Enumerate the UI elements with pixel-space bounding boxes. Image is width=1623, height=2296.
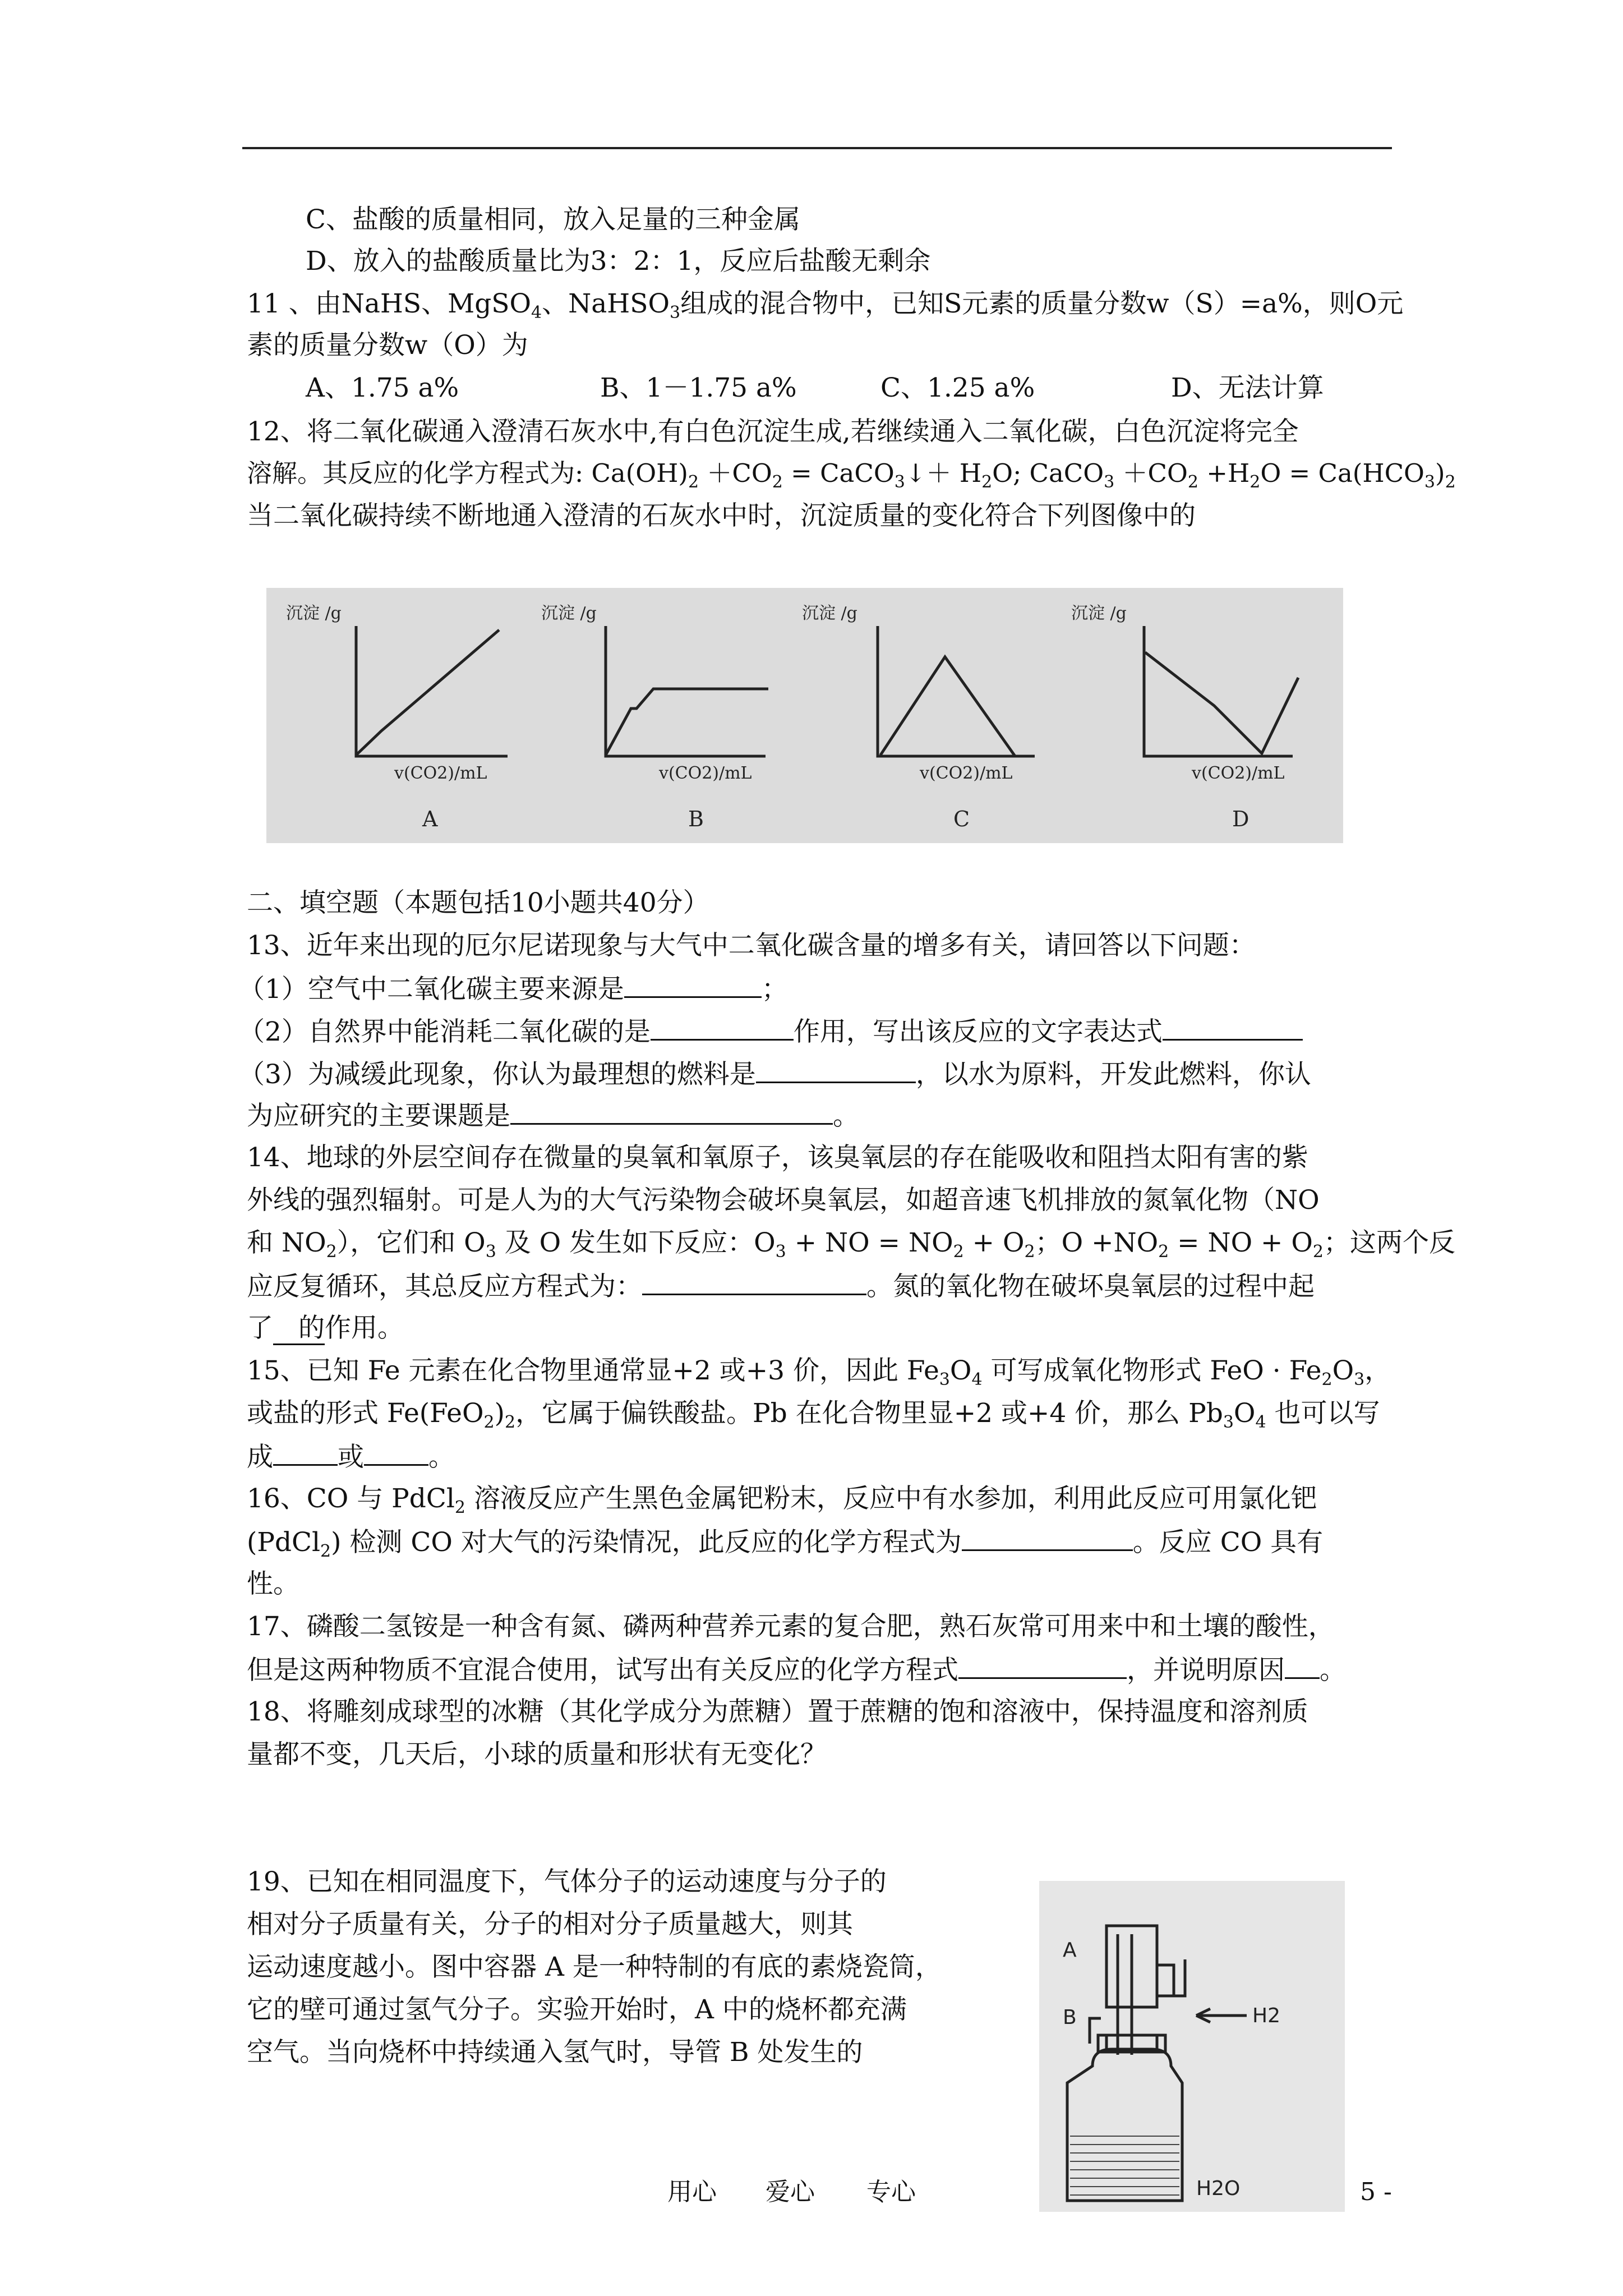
graph-a-ylabel: 沉淀 /g xyxy=(286,604,342,623)
q11-option-b: B、1－1.75 a% xyxy=(600,372,797,403)
q17-blank-1[interactable] xyxy=(958,1653,1127,1679)
q16-line1: 16、CO 与 PdCl$_2$ 溶液反应产生黑色金属钯粉末，反应中有水参加，利用此反应可用氯化钯 xyxy=(247,1483,1317,1517)
inner-tube xyxy=(1118,1934,1132,2055)
footer-page-number: 5 - xyxy=(1360,2178,1392,2206)
q16-line3: 性。 xyxy=(247,1568,299,1599)
q12-line2: 溶解。其反应的化学方程式为: $Ca(OH)_2 +CO_2$ = CaCO$_3$↓＋ $H_2O$; CaCO$_3$ $+CO_2 +H_2O = Ca(HCO_3)_2$ xyxy=(247,458,1456,492)
q17-line1: 17、磷酸二氢铵是一种含有氮、磷两种营养元素的复合肥，熟石灰常可用来中和土壤的酸性， xyxy=(247,1611,1335,1642)
q19-line4: 它的壁可通过氢气分子。实验开始时，A 中的烧杯都充满 xyxy=(247,1994,907,2025)
q16-blank-1[interactable] xyxy=(962,1525,1133,1551)
q19-apparatus-figure xyxy=(1039,1881,1345,2212)
q13-part1: （1）空气中二氧化碳主要来源是 ； xyxy=(238,972,788,1006)
graph-d-label: D xyxy=(1232,807,1249,831)
graph-b-label: B xyxy=(688,807,704,831)
graph-a-curve xyxy=(356,630,499,755)
label-h2: H2 xyxy=(1252,2004,1280,2027)
q11-line2: 素的质量分数w（O）为 xyxy=(247,330,528,361)
footer-motto-3: 专心 xyxy=(866,2178,916,2206)
q14-line5: 了 的作用。 xyxy=(247,1312,404,1345)
q16-line2: (PdCl$_2$) 检测 CO 对大气的污染情况，此反应的化学方程式为 。反应 CO 具有 xyxy=(247,1525,1323,1559)
graph-b-xlabel: v(CO2)/mL xyxy=(659,763,752,783)
q17-blank-2[interactable] xyxy=(1285,1653,1320,1679)
footer-motto-2: 爱心 xyxy=(766,2178,815,2206)
graph-b-ylabel: 沉淀 /g xyxy=(541,604,597,623)
q14-blank-2[interactable]: 的 xyxy=(273,1313,325,1345)
label-h2o: H2O xyxy=(1196,2177,1241,2200)
graph-a-xlabel: v(CO2)/mL xyxy=(394,763,487,783)
q13-part3-cont: 为应研究的主要课题是 。 xyxy=(247,1098,859,1133)
q15-line3: 成 或 。 xyxy=(247,1439,455,1474)
graph-c-curve xyxy=(880,657,1015,756)
q10-option-c: C、盐酸的质量相同，放入足量的三种金属 xyxy=(306,204,800,235)
graph-d-ylabel: 沉淀 /g xyxy=(1071,604,1127,623)
q12-line3: 当二氧化碳持续不断地通入澄清的石灰水中时，沉淀质量的变化符合下列图像中的 xyxy=(247,500,1196,531)
graph-d-xlabel: v(CO2)/mL xyxy=(1192,763,1285,783)
q13-blank-3[interactable] xyxy=(1163,1014,1303,1041)
h2-tube xyxy=(1157,1959,1185,1996)
q17-line2: 但是这两种物质不宜混合使用，试写出有关反应的化学方程式 ，并说明原因 。 xyxy=(247,1653,1346,1687)
q12-line1: 12、将二氧化碳通入澄清石灰水中,有白色沉淀生成,若继续通入二氧化碳，白色沉淀将完全 xyxy=(247,416,1299,447)
graph-c-axes xyxy=(878,626,1035,756)
q13-blank-1[interactable] xyxy=(624,972,762,998)
q13-part2: （2）自然界中能消耗二氧化碳的是 作用，写出该反应的文字表达式 xyxy=(238,1014,1303,1049)
q11-options xyxy=(306,371,1371,405)
label-b: B xyxy=(1063,2006,1077,2029)
graph-c-xlabel: v(CO2)/mL xyxy=(920,763,1013,783)
graph-a-label: A xyxy=(422,807,438,831)
q12-graphs-svg xyxy=(266,588,1343,843)
graph-c-label: C xyxy=(953,807,970,831)
footer-motto-1: 用心 xyxy=(667,2178,717,2206)
q13-blank-2[interactable] xyxy=(651,1014,794,1041)
graph-a-axes xyxy=(356,626,508,756)
q18-line2: 量都不变，几天后，小球的质量和形状有无变化？ xyxy=(247,1739,827,1770)
bottle xyxy=(1067,2035,1182,2201)
graph-c-ylabel: 沉淀 /g xyxy=(802,604,857,623)
q14-line2: 外线的强烈辐射。可是人为的大气污染物会破坏臭氧层，如超音速飞机排放的氮氧化物（NO xyxy=(247,1185,1320,1216)
q13-part3: （3）为减缓此现象，你认为最理想的燃料是 ，以水为原料，开发此燃料，你认 xyxy=(238,1057,1311,1092)
apparatus-svg xyxy=(1039,1881,1345,2212)
header-rule xyxy=(242,147,1392,149)
q12-graphs-figure xyxy=(266,588,1343,843)
graph-d-curve xyxy=(1145,652,1298,753)
section2-heading: 二、填空题（本题包括10小题共40分） xyxy=(247,887,709,918)
q19-line3: 运动速度越小。图中容器 A 是一种特制的有底的素烧瓷筒， xyxy=(247,1952,942,1982)
q14-blank-1[interactable] xyxy=(642,1269,866,1295)
q11-line1: 11 、由NaHS、MgSO$_4$、NaHSO$_3$组成的混合物中，已知S元素的质量分数w（S）=a%，则O元 xyxy=(247,288,1404,323)
q19-line5: 空气。当向烧杯中持续通入氢气时，导管 B 处发生的 xyxy=(247,2037,863,2068)
graph-b-axes xyxy=(606,626,766,756)
q13-blank-5[interactable] xyxy=(510,1098,833,1125)
q15-line1: 15、已知 Fe 元素在化合物里通常显+2 或+3 价，因此 $Fe_3O_4$ 可写成氧化物形式 FeO · $Fe_2O_3$， xyxy=(247,1355,1391,1389)
q11-option-c: C、1.25 a% xyxy=(880,372,1035,403)
q19-line1: 19、已知在相同温度下，气体分子的运动速度与分子的 xyxy=(247,1866,887,1897)
q18-line1: 18、将雕刻成球型的冰糖（其化学成分为蔗糖）置于蔗糖的饱和溶液中，保持温度和溶剂质 xyxy=(247,1696,1308,1727)
q15-blank-1[interactable] xyxy=(273,1439,338,1466)
q15-line2: 或盐的形式 $Fe(FeO_2)_2$，它属于偏铁酸盐。Pb 在化合物里显+2 或+4 价，那么 $Pb_3O_4$ 也可以写 xyxy=(247,1398,1380,1432)
q10-option-d: D、放入的盐酸质量比为3：2：1，反应后盐酸无剩余 xyxy=(306,246,931,277)
q11-option-d: D、无法计算 xyxy=(1171,372,1324,403)
q11-option-a: A、1.75 a% xyxy=(306,372,459,403)
q13-line1: 13、近年来出现的厄尔尼诺现象与大气中二氧化碳含量的增多有关，请回答以下问题： xyxy=(247,930,1256,961)
q14-line3: 和 $NO_2$），它们和 $O_3$ 及 O 发生如下反应：$O_3$ + NO = $NO_2 + O_2$；$O +NO_2$ = NO + $O_2$；这两个反 xyxy=(247,1227,1456,1262)
h2-arrow xyxy=(1196,2009,1247,2022)
q19-line2: 相对分子质量有关，分子的相对分子质量越大，则其 xyxy=(247,1909,853,1940)
q13-blank-4[interactable] xyxy=(756,1057,916,1083)
graph-b-curve xyxy=(606,689,768,755)
q15-blank-2[interactable] xyxy=(364,1439,428,1466)
q14-line4: 应反复循环，其总反应方程式为： 。氮的氧化物在破坏臭氧层的过程中起 xyxy=(247,1269,1315,1304)
label-a: A xyxy=(1063,1939,1077,1962)
q14-line1: 14、地球的外层空间存在微量的臭氧和氧原子，该臭氧层的存在能吸收和阻挡太阳有害的紫 xyxy=(247,1142,1308,1173)
